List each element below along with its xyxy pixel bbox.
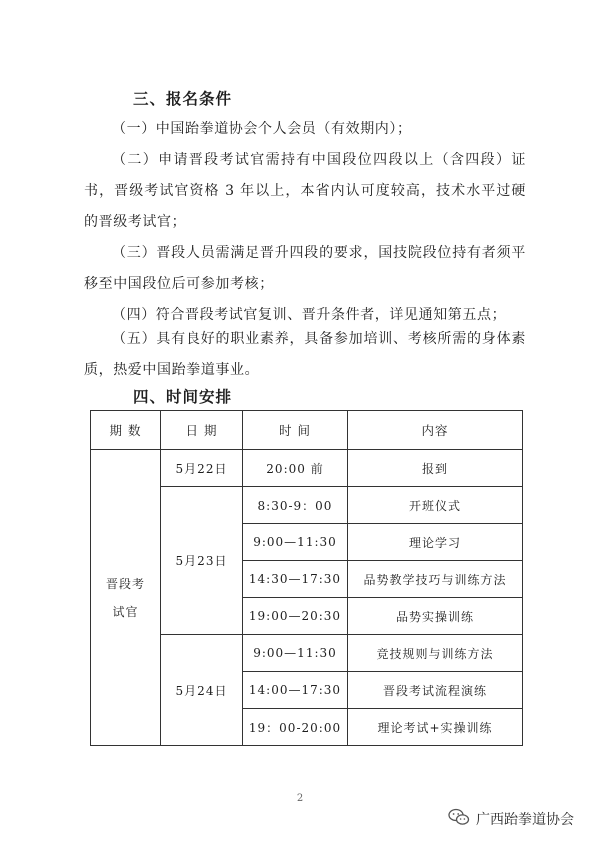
paragraph-3: （三）晋段人员需满足晋升四段的要求，国技院段位持有者须平移至中国段位后可参加考核； — [84, 245, 526, 292]
time-cell: 19：00-20:00 — [243, 709, 348, 746]
paragraph-5: （五）具有良好的职业素养，具备参加培训、考核所需的身体素质，热爱中国跆拳道事业。 — [84, 331, 526, 378]
paragraph-2: （二）申请晋段考试官需持有中国段位四段以上（含四段）证书，晋级考试官资格 3 年以上，本省内认可度较高，技术水平过硬的晋级考试官； — [84, 152, 526, 230]
watermark — [448, 808, 574, 830]
table-row — [91, 450, 523, 487]
header-content: 内容 — [348, 411, 523, 450]
content-cell: 竞技规则与训练方法 — [348, 635, 523, 672]
content-cell: 理论学习 — [348, 524, 523, 561]
header-term: 期 数 — [91, 411, 161, 450]
content-cell: 品势教学技巧与训练方法 — [348, 561, 523, 598]
content-cell: 品势实操训练 — [348, 598, 523, 635]
watermark-text: 广西跆拳道协会 — [476, 812, 574, 828]
date-cell: 5月23日 — [161, 487, 243, 635]
table-header-row — [91, 411, 523, 450]
date-cell: 5月24日 — [161, 635, 243, 746]
page-number: 2 — [296, 793, 304, 804]
paragraph-4: （四）符合晋段考试官复训、晋升条件者，详见通知第五点； — [112, 307, 507, 323]
section-heading-registration: 三、报名条件 — [133, 90, 233, 108]
paragraph-1: （一）中国跆拳道协会个人会员（有效期内）； — [112, 121, 412, 137]
content-cell: 报到 — [348, 450, 523, 487]
time-cell: 20:00 前 — [243, 450, 348, 487]
term-label: 晋段考试官 — [105, 576, 145, 619]
wechat-icon — [448, 808, 470, 830]
header-date: 日 期 — [161, 411, 243, 450]
content-cell: 理论考试+实操训练 — [348, 709, 523, 746]
time-cell: 19:00—20:30 — [243, 598, 348, 635]
time-cell: 8:30-9：00 — [243, 487, 348, 524]
time-cell: 14:30—17:30 — [243, 561, 348, 598]
time-cell: 14:00—17:30 — [243, 672, 348, 709]
section-heading-schedule: 四、时间安排 — [133, 388, 233, 406]
schedule-table — [90, 410, 523, 746]
time-cell: 9:00—11:30 — [243, 635, 348, 672]
content-cell: 开班仪式 — [348, 487, 523, 524]
content-cell: 晋段考试流程演练 — [348, 672, 523, 709]
date-cell: 5月22日 — [161, 450, 243, 487]
header-time: 时 间 — [243, 411, 348, 450]
time-cell: 9:00—11:30 — [243, 524, 348, 561]
term-cell — [91, 450, 161, 746]
